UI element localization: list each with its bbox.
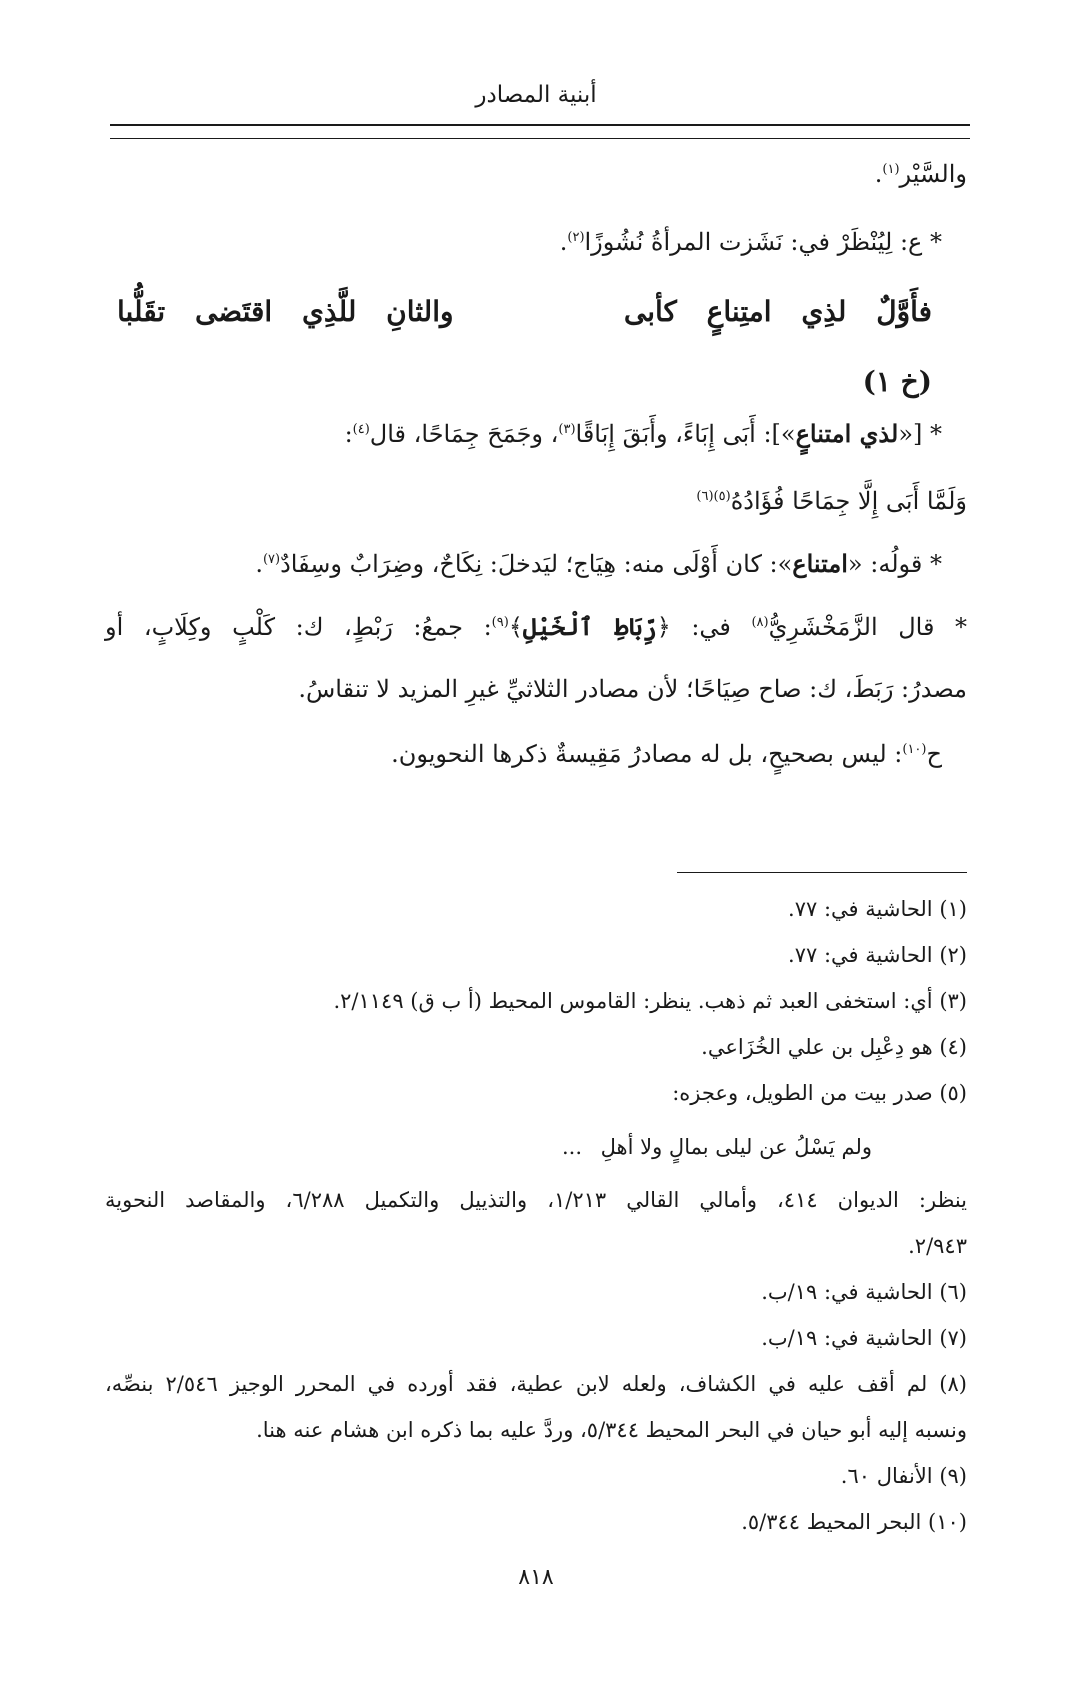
footnote-ref: (١) xyxy=(882,162,900,177)
body-line-2: * ع: لِيُنْظَرْ في: نَشَزت المرأةُ نُشُوزًا$^{(٢)}$. xyxy=(559,228,942,256)
body-line-8: مصدرُ: رَبَطَ، ك: صاح صِيَاحًا؛ لأن مصادر الثلاثيِّ غيرِ المزيد لا تنقاسُ. xyxy=(298,675,967,703)
header-rule-thin xyxy=(110,138,970,139)
body-line-1: والسَّيْر$^{(١)}$. xyxy=(874,160,967,188)
footnote-ref: (٨) xyxy=(751,615,769,630)
footnote-1: (١) الحاشية في: ٧٧. xyxy=(788,897,967,921)
footnote-ref: (١٠) xyxy=(902,742,927,757)
footnote-5: (٥) صدر بيت من الطويل، وعجزه: xyxy=(672,1081,967,1105)
footnote-5-hemistich: ولم يَسْلُ عن ليلى بمالٍ ولا أهلِ xyxy=(600,1135,872,1159)
body-line-6: * قولُه: «امتناع»: كان أَوْلَى منه: هِيَاج؛ ليَدخلَ: نِكَاحٌ، وضِرَابٌ وسِفَادٌ$^{(٧)}$. xyxy=(255,549,942,578)
footnote-8: (٨) لم أقف عليه في الكشاف، ولعله لابن عطية، فقد أورده في المحرر الوجيز ٢/٥٤٦ بنصِّه، xyxy=(105,1372,967,1396)
page-number: ٨١٨ xyxy=(518,1565,554,1590)
footnote-6: (٦) الحاشية في: ١٩/ب. xyxy=(761,1280,967,1304)
ellipsis: ... xyxy=(561,1135,582,1159)
footnote-ref: (٤) xyxy=(352,422,370,437)
footnote-ref: (٣) xyxy=(558,422,576,437)
header-rule-thick xyxy=(110,124,970,126)
footnote-4: (٤) هو دِعْبِل بن علي الخُزَاعي. xyxy=(701,1035,967,1059)
body-line-9: ح$^{(١٠)}$: ليس بصحيحٍ، بل له مصادرُ مَقِيسةٌ ذكرها النحويون. xyxy=(391,740,942,768)
quoted-hemistich: وَلَمَّا أَبَى إِلَّا جِمَاحًا فُؤَادُهُ$^{(٥)(٦)}$ xyxy=(696,487,967,515)
footnote-7: (٧) الحاشية في: ١٩/ب. xyxy=(761,1326,967,1350)
footnote-9: (٩) الأنفال ٦٠. xyxy=(840,1464,967,1488)
verse-hemistich-1: فأَوَّلٌ لذِي امتِناعٍ كأبى xyxy=(623,295,932,328)
verse-number: (خ ١) xyxy=(862,365,932,398)
footnote-ref: (٢) xyxy=(567,230,585,245)
footnote-separator xyxy=(677,872,967,873)
footnote-5-references-end: ٢/٩٤٣. xyxy=(908,1234,967,1258)
body-line-7: * قال الزَّمَخْشَرِيُّ$^{(٨)}$ في: ﴿رِّبَاطِ ٱلْخَيْلِ﴾$^{(٩)}$: جمعُ: رَبْطٍ، ك: كَلْبٍ وكِلَابٍ، أو xyxy=(105,612,967,641)
footnote-10: (١٠) البحر المحيط ٥/٣٤٤. xyxy=(741,1510,967,1534)
footnote-ref: (٩) xyxy=(491,615,509,630)
footnote-ref: (٧) xyxy=(262,552,281,567)
footnote-5-references: ينظر: الديوان ٤١٤، وأمالي القالي ١/٢١٣، والتذييل والتكميل ٦/٢٨٨، والمقاصد النحوية xyxy=(105,1188,968,1212)
footnote-2: (٢) الحاشية في: ٧٧. xyxy=(788,943,967,967)
body-line-4: * [«لذي امتناعٍ»]: أَبَى إِبَاءً، وأَبَقَ إِبَاقًا$^{(٣)}$، وجَمَحَ جِمَاحًا، قال$^{(٤)}$: xyxy=(344,419,942,448)
footnote-3: (٣) أي: استخفى العبد ثم ذهب. ينظر: القاموس المحيط (أ ب ق) ٢/١١٤٩. xyxy=(333,989,967,1013)
footnote-ref: (٥)(٦) xyxy=(696,489,731,504)
running-header: أبنية المصادر xyxy=(475,82,597,108)
verse-hemistich-2: والثانِ للَّذِي اقتَضى تقَلُّبا xyxy=(117,295,454,328)
footnote-8-continued: ونسبه إليه أبو حيان في البحر المحيط ٥/٣٤٤، وردَّ عليه بما ذكره ابن هشام عنه هنا. xyxy=(256,1418,967,1442)
